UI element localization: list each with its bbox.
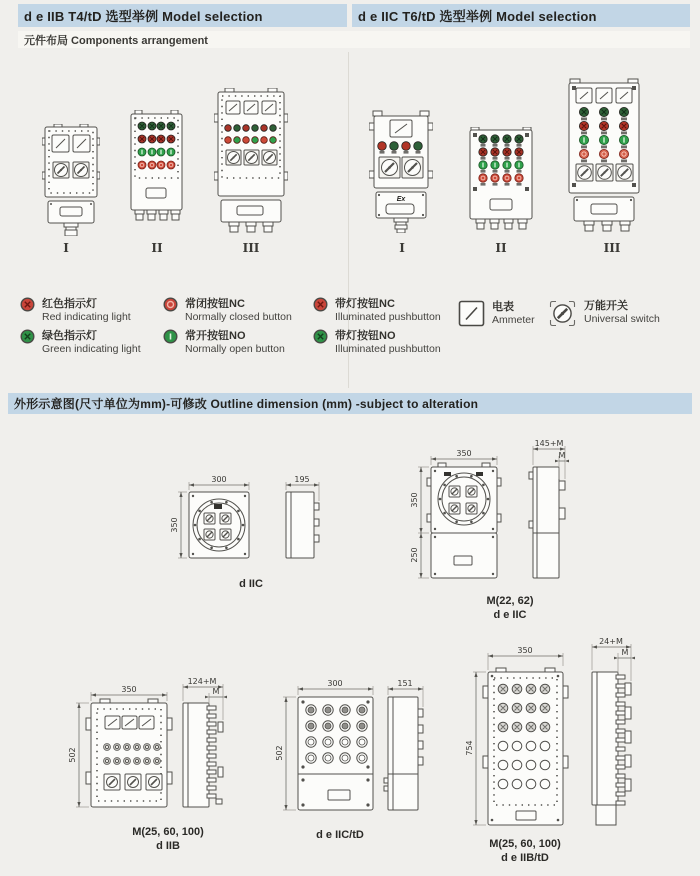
dim-502: 502 xyxy=(68,747,77,763)
legend-zh: 带灯按钮NO xyxy=(335,330,396,342)
legend-en: Red indicating light xyxy=(42,311,131,323)
legend-zh: 常开按钮NO xyxy=(185,330,246,342)
right-box-1-drawing xyxy=(369,107,433,233)
cable-glands xyxy=(229,222,273,232)
green-indicating-light-icon xyxy=(20,329,35,344)
legend-zh: 红色指示灯 xyxy=(42,298,97,310)
red-indicating-light-icon xyxy=(20,297,35,312)
caption-m25-60-100: M(25, 60, 100) xyxy=(132,826,204,838)
cable-glands xyxy=(584,221,630,231)
legend-en: Normally open button xyxy=(185,343,285,355)
cable-glands xyxy=(476,219,527,229)
right-box-1-label: I xyxy=(399,241,405,255)
dim-350: 350 xyxy=(121,685,137,694)
legend-en: Illuminated pushbutton xyxy=(335,343,441,355)
dim-350-h: 350 xyxy=(410,492,419,508)
legend-zh: 绿色指示灯 xyxy=(42,330,97,342)
caption-m22-62: M(22, 62) xyxy=(486,595,534,607)
legend-zh: 万能开关 xyxy=(584,300,628,312)
outline-drawing-d-iib xyxy=(30,652,245,864)
outline-drawing-de-iibtd xyxy=(440,628,690,876)
illuminated-nc-icon xyxy=(313,297,328,312)
universal-switch-icon xyxy=(548,299,577,328)
nc-button-icon xyxy=(163,297,178,312)
caption-d-iib: d IIB xyxy=(156,840,180,852)
dim-m: M xyxy=(621,648,629,657)
legend-red-light xyxy=(20,297,131,324)
caption-d-iic: d IIC xyxy=(239,578,263,590)
dim-754: 754 xyxy=(465,740,474,756)
left-box-2-drawing xyxy=(128,110,185,233)
cable-gland xyxy=(394,218,408,233)
right-section-header xyxy=(352,4,690,27)
legend-universal-switch xyxy=(548,299,660,328)
right-box-3-drawing xyxy=(564,78,644,233)
right-box-3-label: III xyxy=(603,241,621,255)
outline-section-header xyxy=(8,393,692,414)
left-section-header xyxy=(18,4,347,27)
dim-m: M xyxy=(558,451,566,460)
dim-151: 151 xyxy=(397,679,413,688)
right-section-title: d e IIC T6/tD 选型举例 Model selection xyxy=(358,9,597,24)
legend-en: Normally closed button xyxy=(185,311,292,323)
ammeter-icon xyxy=(390,120,412,137)
outline-drawing-d-iic xyxy=(150,437,340,602)
dim-250: 250 xyxy=(410,547,419,563)
legend-no-button xyxy=(163,329,285,356)
right-box-2-label: II xyxy=(495,241,507,255)
outline-drawing-de-iictd xyxy=(270,652,435,864)
caption-de-iic: d e IIC xyxy=(493,609,527,621)
dim-350: 350 xyxy=(517,646,533,655)
left-box-1-label: I xyxy=(63,241,69,255)
legend-nc-button xyxy=(163,297,292,324)
legend-en: Illuminated pushbutton xyxy=(335,311,441,323)
left-box-3-drawing xyxy=(214,88,288,235)
caption-m25-60-100: M(25, 60, 100) xyxy=(489,838,561,850)
dim-24m: 24+M xyxy=(599,637,623,646)
outline-section-title: 外形示意图(尺寸单位为mm)-可修改 Outline dimension (mm) -subject to alteration xyxy=(14,397,479,411)
dim-502: 502 xyxy=(275,745,284,761)
legend-green-light xyxy=(20,329,141,356)
ammeter-icon xyxy=(458,300,485,327)
dim-145m: 145+M xyxy=(534,439,564,448)
left-section-title: d e IIB T4/tD 选型举例 Model selection xyxy=(24,9,263,24)
left-box-3-label: III xyxy=(242,241,260,255)
illuminated-no-icon xyxy=(313,329,328,344)
legend-zh: 电表 xyxy=(492,301,514,313)
dim-195: 195 xyxy=(294,475,310,484)
left-box-1-drawing xyxy=(42,124,100,236)
legend-zh: 常闭按钮NC xyxy=(185,298,245,310)
components-arrangement-subheader xyxy=(18,31,690,48)
cable-glands xyxy=(135,210,180,220)
legend-en: Ammeter xyxy=(492,314,535,326)
right-box-2-drawing xyxy=(465,127,537,233)
no-button-icon xyxy=(163,329,178,344)
ammeter-icon xyxy=(576,88,632,103)
dim-m: M xyxy=(212,687,220,696)
fins xyxy=(616,675,625,805)
dim-350: 350 xyxy=(170,517,179,533)
dim-300: 300 xyxy=(327,679,343,688)
dim-124m: 124+M xyxy=(187,677,217,686)
universal-switch-icon xyxy=(226,150,277,165)
left-box-2-label: II xyxy=(151,241,163,255)
outline-drawing-de-iic xyxy=(400,428,595,628)
ammeter-glyphs xyxy=(105,716,154,729)
ammeter-icon xyxy=(226,101,276,114)
components-arrangement-label: 元件布局 Components arrangement xyxy=(24,34,208,47)
dim-350: 350 xyxy=(456,449,472,458)
universal-switch-icon xyxy=(576,164,633,181)
caption-de-iibtd: d e IIB/tD xyxy=(501,852,549,864)
legend-en: Universal switch xyxy=(584,313,660,325)
dim-300: 300 xyxy=(211,475,227,484)
switch-glyphs xyxy=(104,774,162,790)
legend-illuminated-nc xyxy=(313,297,441,324)
ex-mark: Ex xyxy=(396,196,406,203)
legend-zh: 带灯按钮NC xyxy=(335,298,395,310)
legend-en: Green indicating light xyxy=(42,343,141,355)
caption-de-iictd: d e IIC/tD xyxy=(316,829,364,841)
legend-ammeter xyxy=(458,300,535,327)
legend-illuminated-no xyxy=(313,329,441,356)
cable-gland xyxy=(64,223,78,236)
